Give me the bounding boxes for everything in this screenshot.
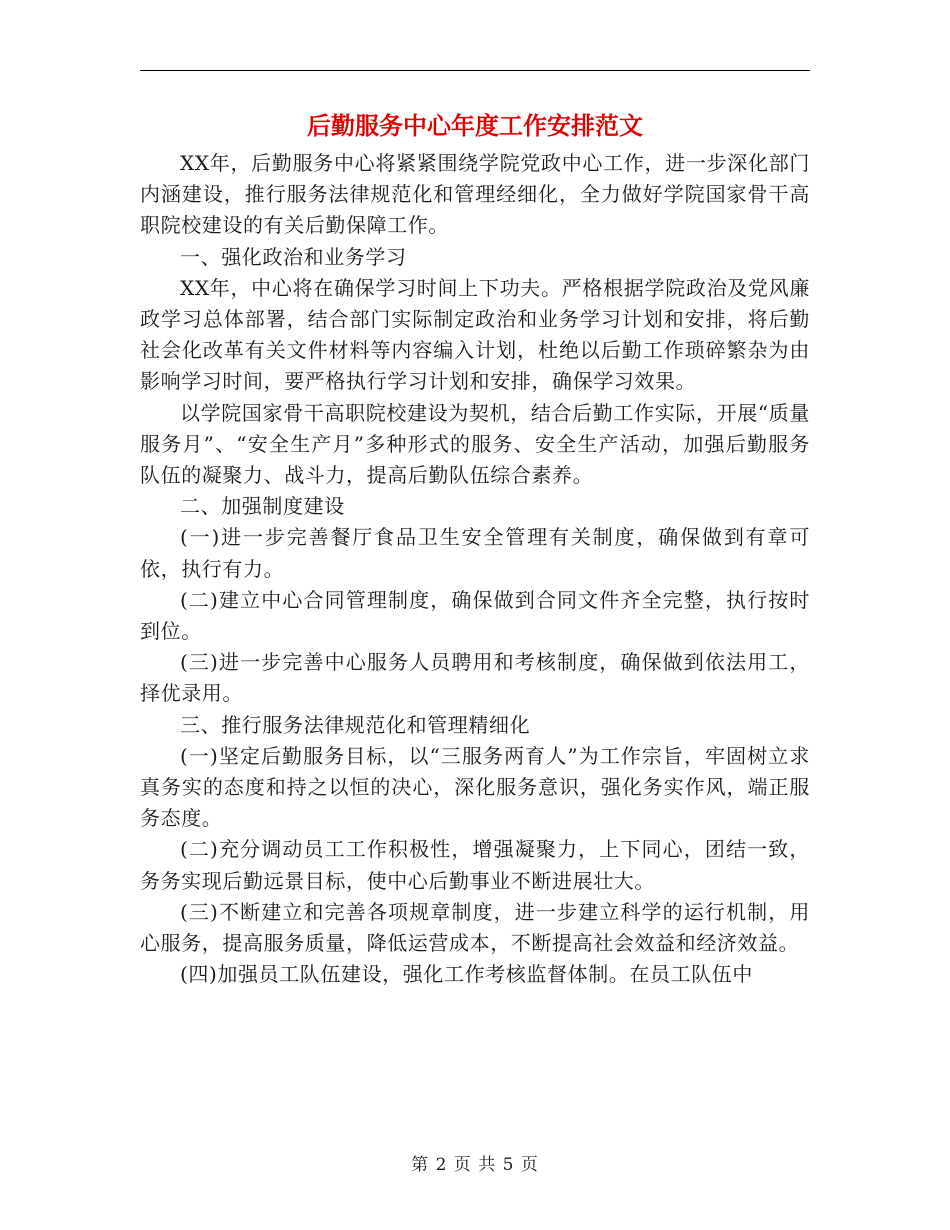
section-heading-2: 二、加强制度建设 xyxy=(180,494,345,519)
list-item-2-3: (三)进一步完善中心服务人员聘用和考核制度，确保做到依法用工，择优录用。 xyxy=(140,650,810,706)
page-indicator: 第 2 页 共 5 页 xyxy=(411,1155,539,1175)
list-item-2-2: (二)建立中心合同管理制度，确保做到合同文件齐全完整，执行按时到位。 xyxy=(140,587,810,644)
list-item-3-4: (四)加强员工队伍建设，强化工作考核监督体制。在员工队伍中 xyxy=(180,962,754,987)
list-item-3-3: (三)不断建立和完善各项规章制度，进一步建立科学的运行机制，用心服务，提高服务质量，降低运营成本，不断提高社会效益和经济效益。 xyxy=(140,899,810,956)
document-title: 后勤服务中心年度工作安排范文 xyxy=(307,111,643,140)
section-heading-3: 三、推行服务法律规范化和管理精细化 xyxy=(180,712,531,737)
list-item-2-1: (一)进一步完善餐厅食品卫生安全管理有关制度，确保做到有章可依，执行有力。 xyxy=(140,525,810,581)
section-heading-1: 一、强化政治和业务学习 xyxy=(180,244,407,269)
list-item-3-1: (一)坚定后勤服务目标，以“三服务两育人”为工作宗旨，牢固树立求真务实的态度和持之以恒的决心，深化服务意识，强化务实作风，端正服务态度。 xyxy=(140,743,810,831)
header-rule xyxy=(140,70,810,71)
list-item-3-2: (二)充分调动员工工作积极性，增强凝聚力，上下同心，团结一致，务务实现后勤远景目标，使中心后勤事业不断进展壮大。 xyxy=(140,837,810,893)
paragraph-study: XX年，中心将在确保学习时间上下功夫。严格根据学院政治及党风廉政学习总体部署，结合部门实际制定政治和业务学习计划和安排，将后勤社会化改革有关文件材料等内容编入计划，杜绝以后勤工作琐碎繁杂为由影响学习时间，要严格执行学习计划和安排，确保学习效果。 xyxy=(140,275,810,394)
paragraph-activities: 以学院国家骨干高职院校建设为契机，结合后勤工作实际，开展“质量服务月”、“安全生产月”多种形式的服务、安全生产活动，加强后勤服务队伍的凝聚力、战斗力，提高后勤队伍综合素养。 xyxy=(140,400,810,488)
paragraph-intro: XX年，后勤服务中心将紧紧围绕学院党政中心工作，进一步深化部门内涵建设，推行服务法律规范化和管理经细化，全力做好学院国家骨干高职院校建设的有关后勤保障工作。 xyxy=(140,151,810,238)
document-body xyxy=(140,148,810,990)
